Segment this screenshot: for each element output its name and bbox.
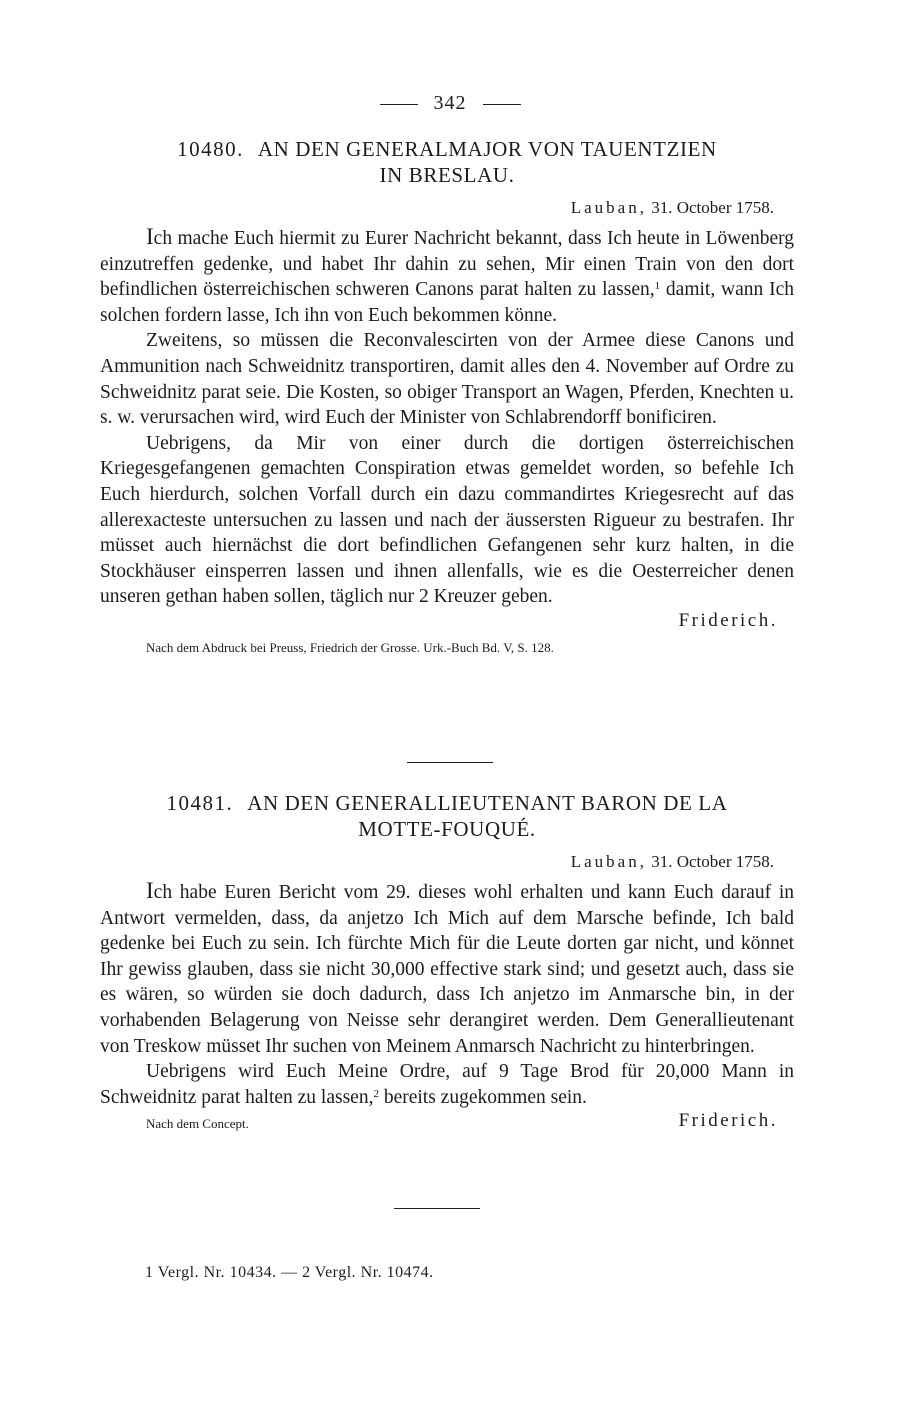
date: 31. October 1758. bbox=[651, 852, 774, 871]
letter-heading bbox=[100, 136, 794, 188]
page-number-dash-left bbox=[380, 104, 418, 105]
footnote-ref: 1 bbox=[654, 280, 661, 293]
letter-10480 bbox=[100, 136, 794, 656]
footnote-ref: 2 bbox=[373, 1087, 379, 1100]
paragraph: Zweitens, so müssen die Reconvalescirten von der Armee diese Canons und Ammunition nach Schweidnitz transportiren, damit alles den 4. November auf Ordre zu Schweidnitz parat seie. Die Kosten, so obiger Transport an Wagen, Pferden, Knechten u. s. w. verursachen wird, wird Euch der Minister von Schlabrendorff bonificiren. bbox=[100, 330, 794, 429]
heading-line-2: MOTTE-FOUQUÉ. bbox=[358, 817, 536, 841]
section-divider bbox=[394, 1208, 480, 1209]
heading-line-1 bbox=[100, 790, 794, 816]
letter-number: 10481. bbox=[166, 791, 234, 815]
letter-title: AN DEN GENERALLIEUTENANT BARON DE LA bbox=[247, 791, 728, 815]
paragraph: Uebrigens, da Mir von einer durch die dortigen österreichischen Kriegesgefangenen gemachten Conspiration etwas gemeldet worden, so befehle Ich Euch hierdurch, solchen Vorfall durch ein dazu commandirtes Kriegesrecht auf das allerexacteste untersuchen zu lassen und nach der äussersten Rigueur zu bestrafen. Ihr müsset auch hiernächst die dort befindlichen Gefangenen sehr kurz halten, in die Stockhäuser einsperren lassen und ihnen allenfalls, wie es die Oesterreicher denen unseren gethan haben sollen, täglich nur 2 Kreuzer geben. bbox=[100, 432, 794, 608]
paragraph-text: ch habe Euren Bericht vom 29. dieses wohl erhalten und kann Euch darauf in Antwort vermelden, dass, da anjetzo Ich Mich auf dem Marsche befinde, Ich bald gedenke bei Euch zu sein. Ich fürchte Mich für die Leute dorten gar nicht, und könnet Ihr gewiss glauben, dass sie nicht 30,000 effective stark sind; und gesetzt auch, dass sie es wären, so würden sie doch dadurch, dass Ich anjetzo im Anmarsche bin, in der vorhabenden Belagerung von Neisse sehr derangiret werden. Dem Generallieutenant von Treskow müsset Ihr suchen von Meinem Anmarsch Nachricht zu hinterbringen. bbox=[100, 882, 794, 1057]
place-date bbox=[100, 198, 794, 218]
paragraph bbox=[100, 224, 794, 328]
section-divider bbox=[407, 762, 493, 763]
paragraph bbox=[100, 1059, 794, 1110]
signature-row bbox=[100, 1110, 794, 1134]
letter-heading bbox=[100, 790, 794, 842]
place: Lauban, bbox=[570, 198, 647, 217]
paragraph-text: damit, wann Ich solchen fordern lasse, Ich ihn von Euch bekommen könne. bbox=[100, 279, 794, 326]
source-note: Nach dem Concept. bbox=[146, 1116, 249, 1132]
paragraph-text: bereits zugekommen sein. bbox=[378, 1086, 587, 1108]
signature: Friderich. bbox=[678, 1110, 778, 1132]
place: Lauban, bbox=[570, 852, 647, 871]
initial-capital: I bbox=[146, 224, 154, 249]
page-number: 342 bbox=[433, 92, 467, 114]
initial-capital: I bbox=[146, 878, 154, 903]
paragraph-text: ch mache Euch hiermit zu Eurer Nachricht bekannt, dass Ich heute in Löwenberg einzutreffen gedenke, und habet Ihr dahin zu sehen, Mir einen Train von den dort befindlichen österreichischen schweren Canons parat halten zu lassen, bbox=[100, 228, 794, 301]
letter-title: AN DEN GENERALMAJOR VON TAUENTZIEN bbox=[257, 137, 717, 161]
heading-line-1 bbox=[100, 136, 794, 162]
page-number-dash-right bbox=[483, 104, 521, 105]
paragraph-text: Uebrigens wird Euch Meine Ordre, auf 9 Tage Brod für 20,000 Mann in Schweidnitz parat halten zu lassen, bbox=[100, 1061, 794, 1108]
signature: Friderich. bbox=[678, 609, 778, 631]
letter-number: 10480. bbox=[177, 137, 244, 161]
source-note: Nach dem Abdruck bei Preuss, Friedrich der Grosse. Urk.-Buch Bd. V, S. 128. bbox=[146, 639, 554, 655]
heading-line-2: IN BRESLAU. bbox=[379, 163, 515, 187]
footnotes: 1 Vergl. Nr. 10434. — 2 Vergl. Nr. 10474. bbox=[145, 1264, 434, 1281]
place-date bbox=[100, 852, 794, 872]
page-number-line bbox=[0, 92, 900, 115]
paragraph bbox=[100, 878, 794, 1059]
date: 31. October 1758. bbox=[651, 198, 774, 217]
letter-10481 bbox=[100, 790, 794, 1134]
